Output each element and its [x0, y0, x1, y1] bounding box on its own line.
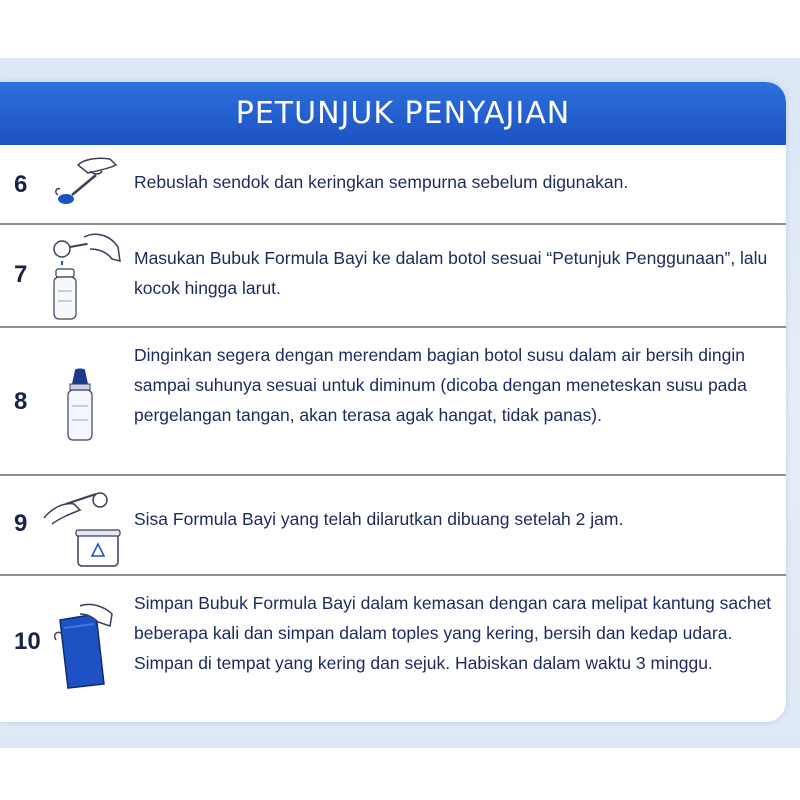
baby-bottle-icon — [64, 368, 96, 447]
header-title: PETUNJUK PENYAJIAN — [235, 96, 571, 131]
scoop-bottle-icon — [48, 231, 128, 328]
step-number: 7 — [14, 261, 28, 288]
sachet-fold-icon — [50, 600, 122, 695]
instruction-card — [0, 82, 786, 722]
step-7 — [0, 225, 786, 328]
step-8 — [0, 328, 786, 476]
step-text: Simpan Bubuk Formula Bayi dalam kemasan dengan cara melipat kantung sachet beberapa kali dan simpan dalam toples yang kering, bersih dan kedap udara. Simpan di tempat yang kering dan sejuk. Habiskan dalam waktu 3 minggu. — [134, 593, 772, 673]
step-9 — [0, 476, 786, 576]
step-text: Masukan Bubuk Formula Bayi ke dalam botol sesuai “Petunjuk Penggunaan”, lalu kocok hingga larut. — [134, 248, 768, 298]
step-number: 9 — [14, 510, 28, 537]
step-number: 10 — [14, 628, 41, 655]
card-header — [0, 82, 786, 145]
step-number: 8 — [14, 388, 28, 415]
step-text: Rebuslah sendok dan keringkan sempurna sebelum digunakan. — [134, 172, 629, 192]
discard-bin-icon — [40, 488, 126, 573]
step-text: Dinginkan segera dengan merendam bagian botol susu dalam air bersih dingin sampai suhunya sesuai untuk diminum (dicoba dengan meneteskan susu pada pergelangan tangan, akan terasa agak hangat, tidak panas). — [134, 345, 747, 425]
step-6 — [0, 145, 786, 225]
step-10 — [0, 576, 786, 722]
spoon-icon — [50, 151, 130, 216]
step-number: 6 — [14, 171, 28, 198]
step-text: Sisa Formula Bayi yang telah dilarutkan dibuang setelah 2 jam. — [134, 509, 624, 529]
